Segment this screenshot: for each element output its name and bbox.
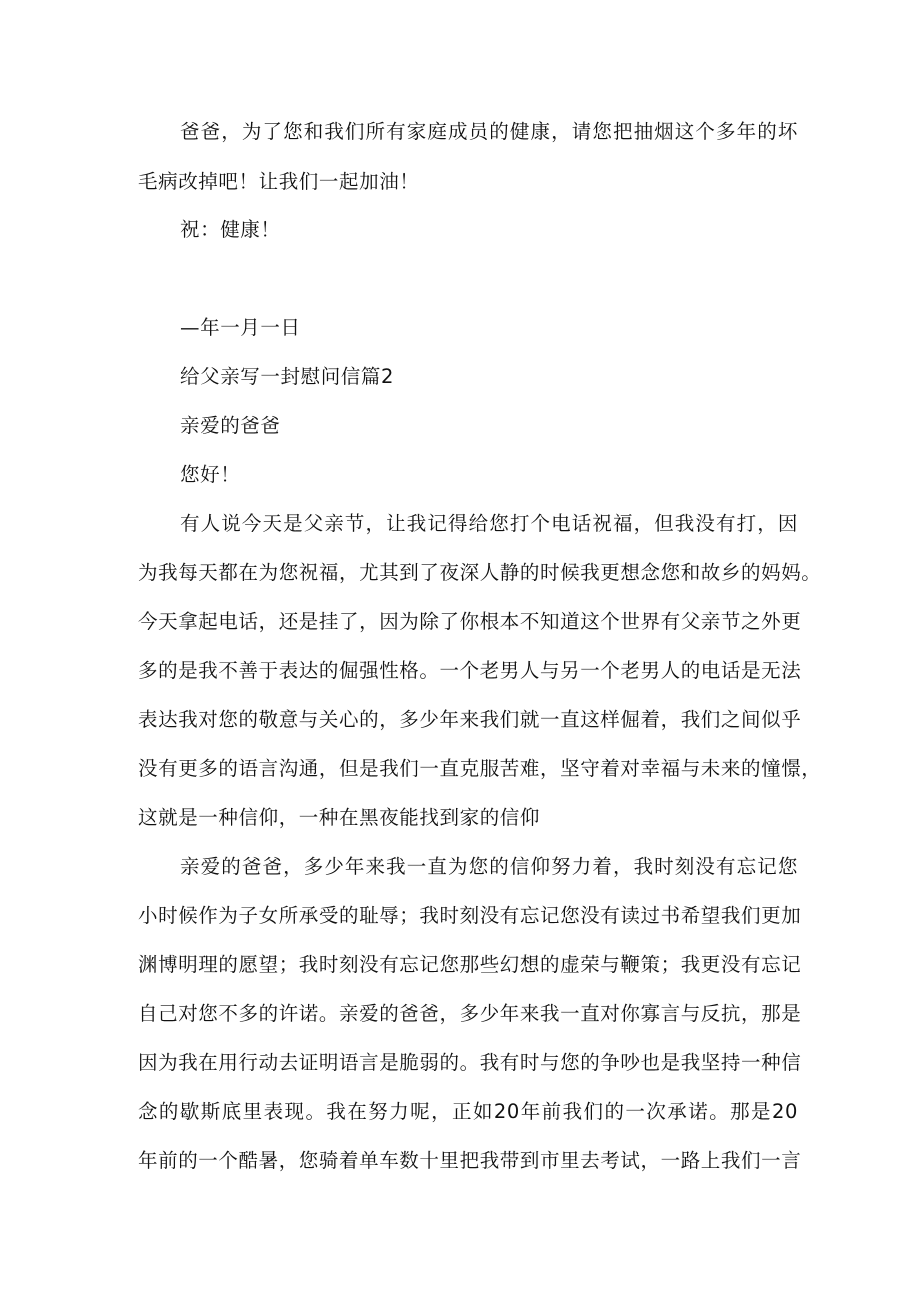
paragraph-line: 渊博明理的愿望；我时刻没有忘记您那些幻想的虚荣与鞭策；我更没有忘记 [138,953,802,976]
paragraph-line: 今天拿起电话，还是挂了，因为除了你根本不知道这个世界有父亲节之外更 [138,610,802,633]
paragraph-line: 这就是一种信仰，一种在黑夜能找到家的信仰 [138,806,541,829]
salutation: 亲爱的爸爸 [180,414,281,437]
closing-wish: 祝：健康！ [180,218,281,241]
paragraph-line: 多的是我不善于表达的倔强性格。一个老男人与另一个老男人的电话是无法 [138,659,802,682]
paragraph-line: 没有更多的语言沟通，但是我们一直克服苦难，坚守着对幸福与未来的憧憬， [138,757,822,780]
paragraph-line: 因为我在用行动去证明语言是脆弱的。我有时与您的争吵也是我坚持一种信 [138,1051,802,1074]
paragraph-line: 有人说今天是父亲节，让我记得给您打个电话祝福，但我没有打，因 [180,512,798,535]
paragraph-line: 小时候作为子女所承受的耻辱；我时刻没有忘记您没有读过书希望我们更加 [138,904,802,927]
paragraph-line: 表达我对您的敬意与关心的，多少年来我们就一直这样倔着，我们之间似乎 [138,708,802,731]
section-title: 给父亲写一封慰问信篇2 [180,365,395,388]
paragraph-line: 为我每天都在为您祝福，尤其到了夜深人静的时候我更想念您和故乡的妈妈。 [138,561,822,584]
paragraph-line: 爸爸，为了您和我们所有家庭成员的健康，请您把抽烟这个多年的坏 [180,120,798,143]
paragraph-line: 亲爱的爸爸，多少年来我一直为您的信仰努力着，我时刻没有忘记您 [180,855,798,878]
paragraph-line: 毛病改掉吧！让我们一起加油！ [138,170,420,193]
greeting: 您好！ [180,463,241,486]
paragraph-line: 年前的一个酷暑，您骑着单车数十里把我带到市里去考试，一路上我们一言 [138,1149,802,1172]
paragraph-line: 自己对您不多的许诺。亲爱的爸爸，多少年来我一直对你寡言与反抗，那是 [138,1002,802,1025]
paragraph-line: 念的歇斯底里表现。我在努力呢，正如20年前我们的一次承诺。那是20 [138,1100,798,1123]
date-line: —年一月一日 [180,316,301,339]
